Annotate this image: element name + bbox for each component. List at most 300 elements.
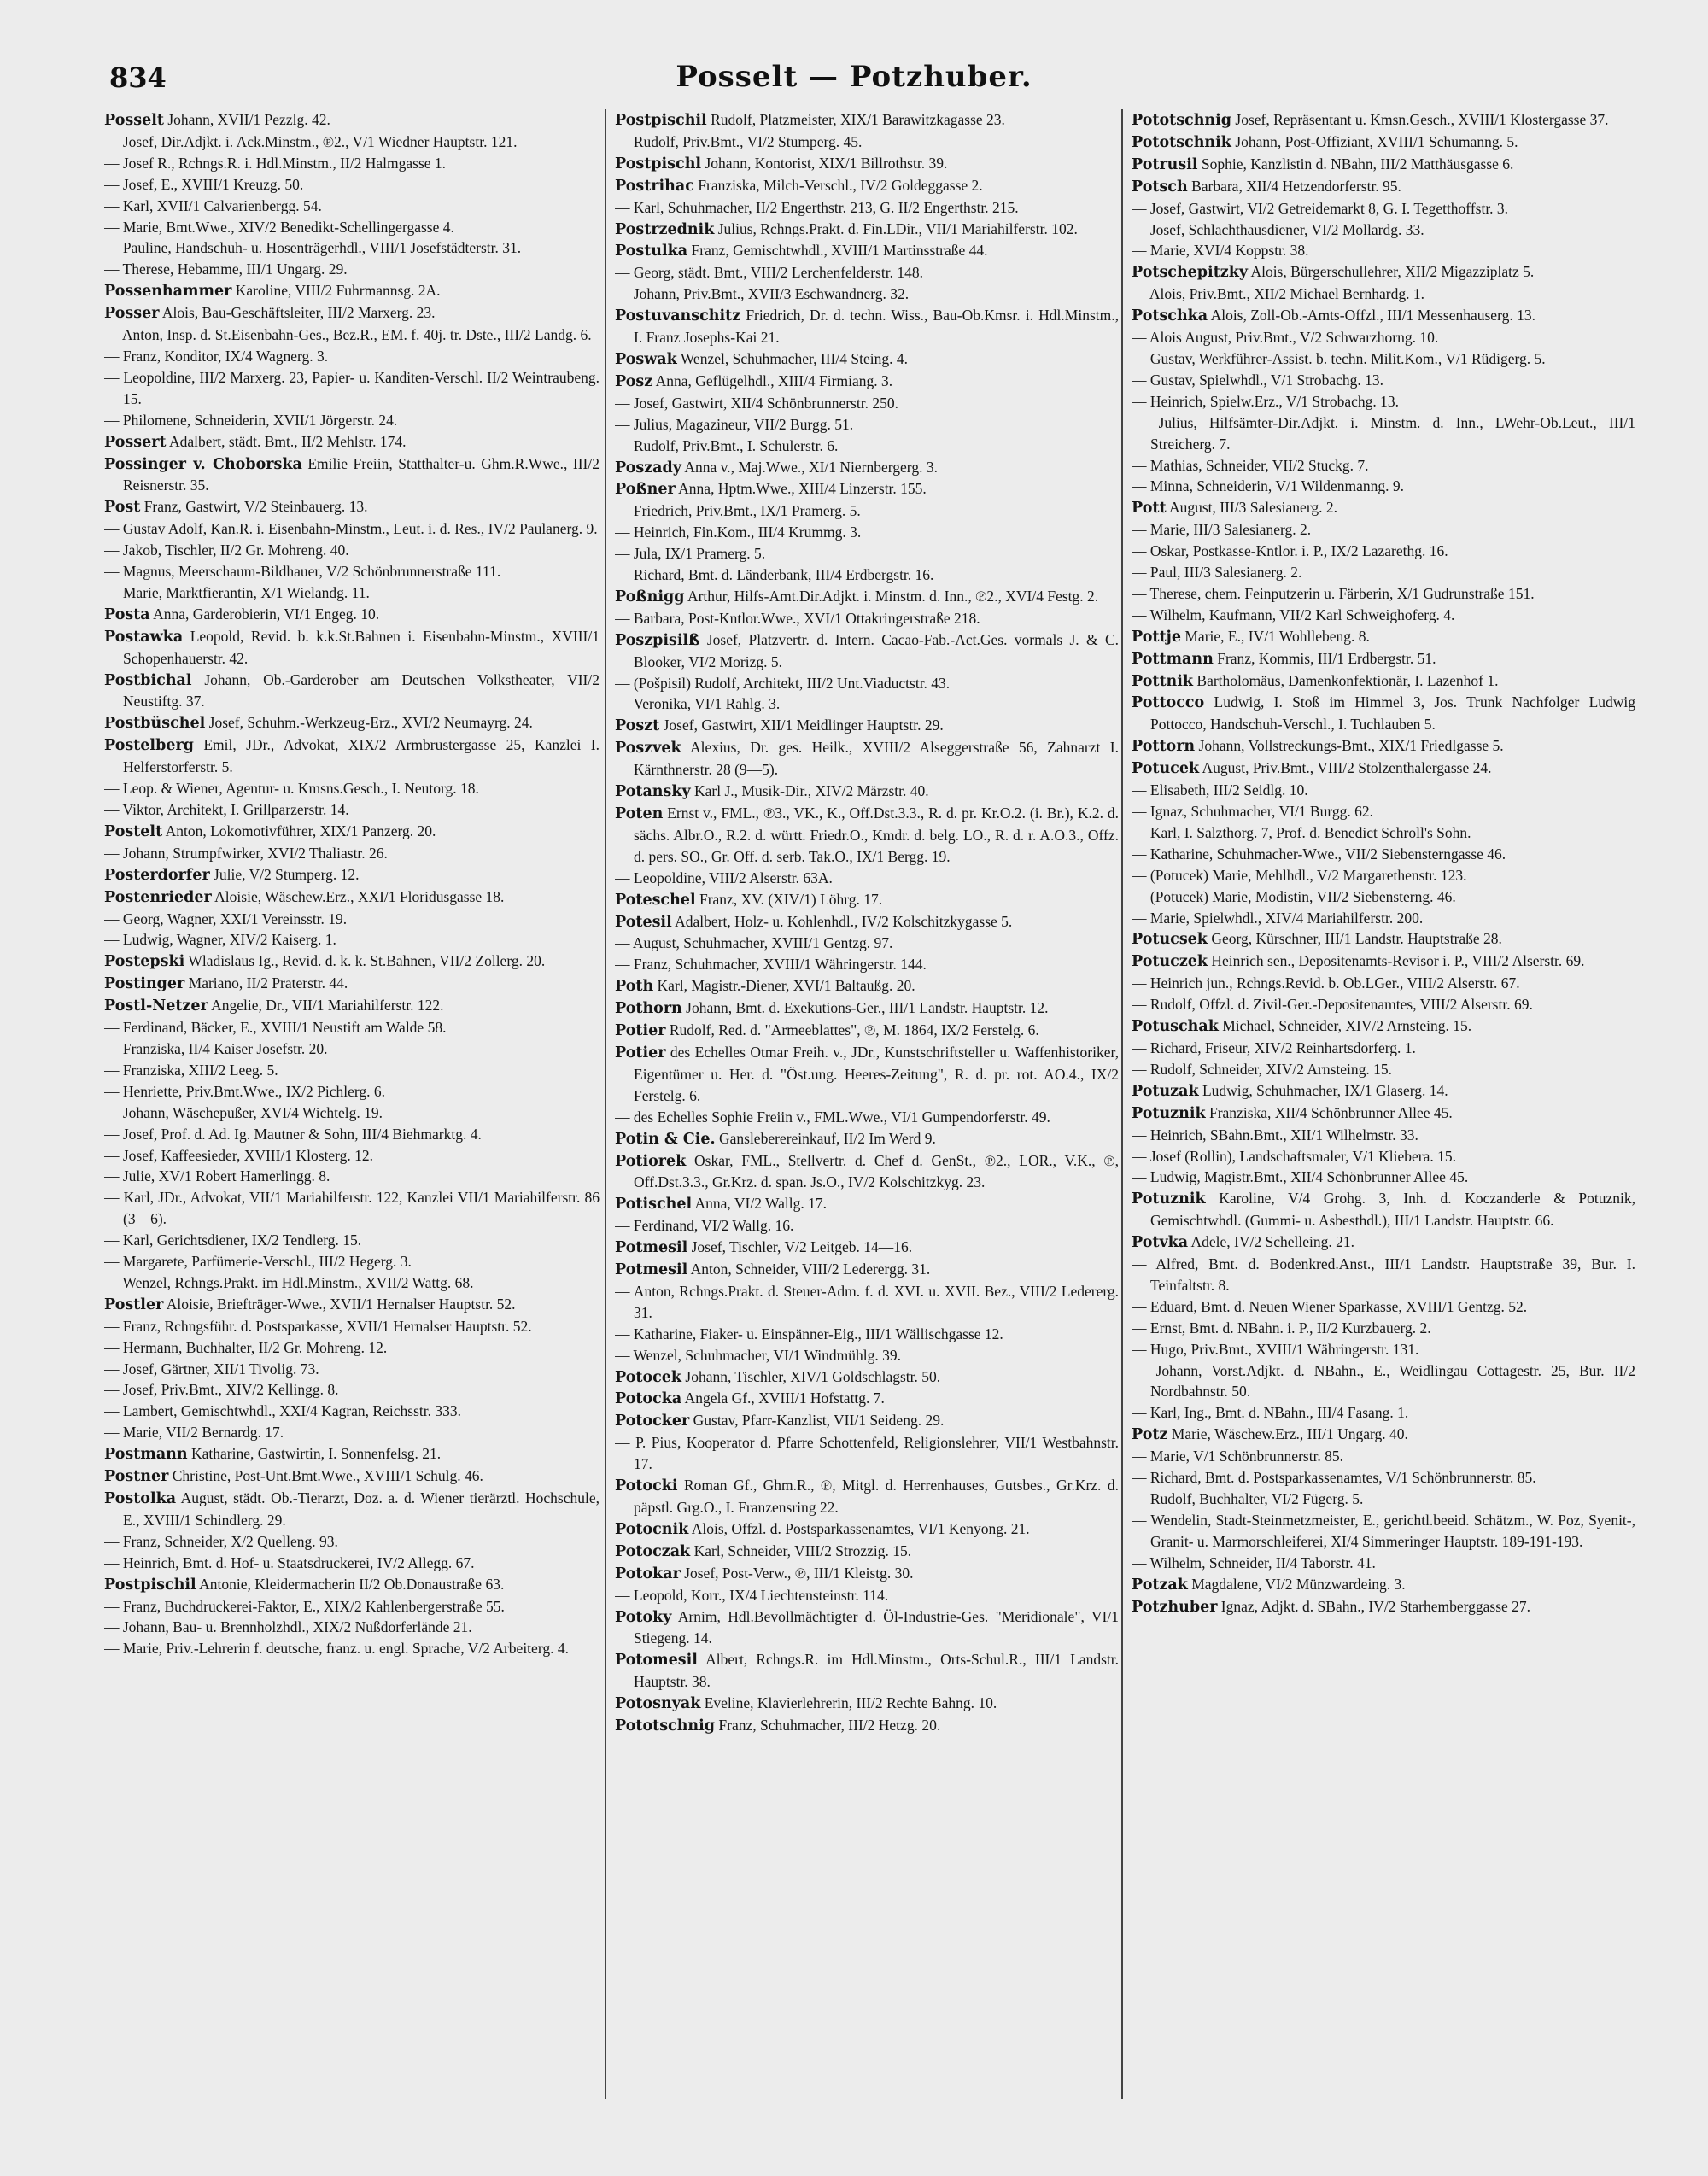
directory-entry	[615, 1020, 1119, 1042]
directory-entry	[104, 1379, 600, 1401]
entry-surname: Postbüschel	[104, 715, 206, 733]
entry-details: Angelie, Dr., VII/1 Mariahilferstr. 122.	[211, 997, 444, 1015]
entry-surname: Pototschnik	[1132, 133, 1231, 151]
entry-details: — Marie, Marktfierantin, X/1 Wielandg. 11.	[104, 583, 370, 601]
entry-details: — Karl, I. Salzthorg. 7, Prof. d. Benedict Schroll's Sohn.	[1132, 823, 1471, 841]
entry-details: — Wendelin, Stadt-Steinmetzmeister, E., gerichtl.beeid. Schätzm., W. Poz, Syenit-, Granit- u. Marmorschleiferei, XI/4 Simmeringer Hauptstr. 189-191-193.	[1132, 1511, 1635, 1550]
entry-surname: Postrihac	[615, 177, 694, 195]
entry-details: — Leopoldine, III/2 Marxerg. 23, Papier- u. Kanditen-Verschl. II/2 Weintraubeng. 15.	[104, 368, 600, 407]
entry-details: — Josef, Gastwirt, XII/4 Schönbrunnerstr. 250.	[615, 394, 898, 412]
entry-details: — Minna, Schneiderin, V/1 Wildenmanng. 9.	[1132, 477, 1404, 495]
entry-details: — Marie, Bmt.Wwe., XIV/2 Benedikt-Schellingergasse 4.	[104, 218, 454, 236]
directory-entry	[615, 803, 1119, 868]
entry-details: Emilie Freiin, Statthalter-u. Ghm.R.Wwe., III/2 Reisnerstr. 35.	[123, 454, 600, 494]
entry-surname: Potosnyak	[615, 1695, 701, 1713]
directory-entry	[615, 1388, 1119, 1410]
entry-details: — (Potucek) Marie, Mehlhdl., V/2 Margarethenstr. 123.	[1132, 866, 1467, 884]
entry-details: Anna v., Maj.Wwe., XI/1 Niernbergerg. 3.	[684, 458, 938, 476]
entry-details: — Josef, Kaffeesieder, XVIII/1 Klosterg. 12.	[104, 1146, 374, 1164]
entry-details: — Philomene, Schneiderin, XVII/1 Jörgerstr. 24.	[104, 411, 398, 429]
entry-details: Karoline, VIII/2 Fuhrmannsg. 2A.	[235, 282, 441, 300]
directory-entry	[104, 346, 600, 367]
entry-surname: Post	[104, 499, 141, 517]
directory-entry	[615, 1215, 1119, 1237]
directory-entry	[104, 1488, 600, 1531]
entry-details: — Karl, Schuhmacher, II/2 Engerthstr. 213, G. II/2 Engerthstr. 215.	[615, 198, 1019, 216]
entry-surname: Pototschnig	[615, 1717, 716, 1735]
directory-entry	[104, 1145, 600, 1167]
entry-details: Mariano, II/2 Praterstr. 44.	[188, 974, 348, 992]
entry-details: Ignaz, Adjkt. d. SBahn., IV/2 Starhemberggasse 27.	[1220, 1597, 1531, 1615]
directory-entry	[615, 284, 1119, 305]
entry-details: — Karl, Ing., Bmt. d. NBahn., III/4 Fasang. 1.	[1132, 1404, 1409, 1422]
directory-entry	[1132, 109, 1635, 132]
directory-entry	[1132, 1553, 1635, 1574]
directory-entry	[104, 951, 600, 973]
directory-entry	[615, 132, 1119, 153]
entry-surname: Poszpisilß	[615, 631, 700, 649]
directory-entry	[1132, 370, 1635, 391]
entry-details: Emil, JDr., Advokat, XIX/2 Armbrustergasse 25, Kanzlei I. Helferstorferstr. 5.	[123, 736, 600, 776]
directory-entry	[615, 911, 1119, 933]
entry-surname: Potschepitzky	[1132, 264, 1249, 282]
entry-surname: Pottnik	[1132, 672, 1194, 690]
directory-entry	[1132, 1231, 1635, 1254]
entry-details: — Franz, Konditor, IX/4 Wagnerg. 3.	[104, 347, 329, 365]
directory-entry	[1132, 1015, 1635, 1038]
entry-details: — Richard, Bmt. d. Postsparkassenamtes, V/1 Schönbrunnerstr. 85.	[1132, 1469, 1536, 1487]
directory-entry	[104, 410, 600, 431]
directory-entry	[1132, 562, 1635, 583]
directory-entry	[104, 1103, 600, 1124]
directory-entry	[104, 799, 600, 821]
directory-entry	[615, 478, 1119, 500]
directory-entry	[104, 1272, 600, 1294]
entry-surname: Pott	[1132, 500, 1167, 518]
entry-surname: Potschka	[1132, 307, 1208, 325]
directory-entry	[615, 500, 1119, 522]
entry-surname: Potomesil	[615, 1652, 698, 1670]
entry-details: Anna, Hptm.Wwe., XIII/4 Linzerstr. 155.	[678, 480, 927, 498]
directory-entry	[615, 1606, 1119, 1650]
directory-entry	[1132, 1080, 1635, 1103]
directory-entry	[1132, 908, 1635, 929]
entry-details: — Wilhelm, Schneider, II/4 Taborstr. 41.	[1132, 1553, 1376, 1571]
entry-details: Rudolf, Red. d. "Armeeblattes", ℗, M. 1864, IX/2 Ferstelg. 6.	[669, 1021, 1039, 1039]
directory-entry	[104, 153, 600, 174]
directory-entry	[1132, 928, 1635, 951]
directory-entry	[104, 237, 600, 259]
entry-surname: Postinger	[104, 975, 185, 993]
entry-surname: Poßnigg	[615, 588, 685, 605]
directory-entry	[1132, 1424, 1635, 1446]
directory-entry	[1132, 865, 1635, 886]
entry-details: — Oskar, Postkasse-Kntlor. i. P., IX/2 Lazarethg. 16.	[1132, 542, 1448, 560]
directory-entry	[1132, 541, 1635, 562]
directory-entry	[1132, 973, 1635, 994]
entry-surname: Postpischil	[104, 1576, 196, 1594]
directory-entry	[1132, 1596, 1635, 1618]
directory-entry	[615, 1475, 1119, 1518]
directory-entry	[615, 175, 1119, 197]
directory-entry	[1132, 994, 1635, 1015]
directory-entry	[104, 1081, 600, 1103]
directory-entry	[615, 673, 1119, 694]
directory-entry	[615, 153, 1119, 175]
entry-surname: Potoky	[615, 1608, 672, 1626]
entry-details: Oskar, FML., Stellvertr. d. Chef d. GenSt., ℗2., LOR., V.K., ℗, Off.Dst.3.3., Gr.Krz. d. span. Js.O., IV/2 Kolschitzkyg. 23.	[634, 1151, 1119, 1191]
entry-details: — Leop. & Wiener, Agentur- u. Kmsns.Gesch., I. Neutorg. 18.	[104, 780, 479, 798]
directory-entry	[615, 1324, 1119, 1345]
directory-entry	[1132, 198, 1635, 219]
directory-entry	[615, 393, 1119, 414]
entry-surname: Poszady	[615, 459, 681, 477]
directory-entry	[104, 1251, 600, 1272]
entry-details: Josef, Tischler, V/2 Leitgeb. 14—16.	[691, 1238, 913, 1256]
entry-details: Katharine, Gastwirtin, I. Sonnenfelsg. 21.	[190, 1445, 442, 1463]
directory-entry	[104, 582, 600, 604]
directory-entry	[1132, 801, 1635, 822]
entry-surname: Potier	[615, 1022, 666, 1040]
directory-entry	[104, 132, 600, 153]
entry-surname: Postelberg	[104, 737, 194, 755]
directory-entry	[615, 1541, 1119, 1563]
entry-details: Josef, Repräsentant u. Kmsn.Gesch., XVIII/1 Klostergasse 37.	[1235, 111, 1609, 128]
directory-entry	[615, 997, 1119, 1020]
entry-details: Franz, Gemischtwhdl., XVIII/1 Martinsstraße 44.	[691, 242, 988, 260]
entry-details: — P. Pius, Kooperator d. Pfarre Schottenfeld, Religionslehrer, VII/1 Westbahnstr. 17.	[615, 1434, 1119, 1473]
entry-details: Josef, Gastwirt, XII/1 Meidlinger Hauptstr. 29.	[663, 717, 944, 734]
entry-details: — Heinrich, SBahn.Bmt., XII/1 Wilhelmstr. 33.	[1132, 1126, 1418, 1144]
entry-details: — Ferdinand, VI/2 Wallg. 16.	[615, 1217, 794, 1235]
directory-entry	[1132, 1038, 1635, 1059]
entry-details: — Gustav Adolf, Kan.R. i. Eisenbahn-Minstm., Leut. i. d. Res., IV/2 Paulanerg. 9.	[104, 520, 598, 538]
entry-details: Josef, Platzvertr. d. Intern. Cacao-Fab.-Act.Ges. vormals J. & C. Blooker, VI/2 Morizg. 5.	[634, 630, 1119, 670]
directory-entry	[104, 1017, 600, 1038]
directory-entry	[1132, 1254, 1635, 1296]
directory-entry	[104, 259, 600, 280]
entry-details: Sophie, Kanzlistin d. NBahn, III/2 Matthäusgasse 6.	[1201, 155, 1514, 173]
entry-details: — Johann, Strumpfwirker, XVI/2 Thaliastr. 26.	[104, 844, 388, 862]
entry-details: — Rudolf, Buchhalter, VI/2 Fügerg. 5.	[1132, 1490, 1364, 1507]
entry-details: — Karl, Gerichtsdiener, IX/2 Tendlerg. 15.	[104, 1231, 362, 1249]
entry-details: — Magnus, Meerschaum-Bildhauer, V/2 Schönbrunnerstraße 111.	[104, 563, 501, 581]
directory-entry	[1132, 626, 1635, 648]
entry-details: — Leopoldine, VIII/2 Alserstr. 63A.	[615, 869, 833, 886]
directory-entry	[615, 1150, 1119, 1194]
directory-entry	[1132, 1146, 1635, 1167]
directory-entry	[104, 174, 600, 196]
entry-surname: Possinger v. Choborska	[104, 455, 302, 473]
entry-details: August, städt. Ob.-Tierarzt, Doz. a. d. Wiener tierärztl. Hochschule, E., XVIII/1 Schindlerg. 29.	[123, 1489, 600, 1529]
entry-surname: Postler	[104, 1296, 164, 1313]
directory-entry	[615, 240, 1119, 262]
directory-entry	[1132, 583, 1635, 605]
entry-details: Alexius, Dr. ges. Heilk., XVIII/2 Alseggerstraße 56, Zahnarzt I. Kärnthnerstr. 28 (9—5).	[634, 739, 1119, 779]
entry-details: Marie, Wäschew.Erz., III/1 Ungarg. 40.	[1171, 1425, 1408, 1443]
directory-entry	[104, 280, 600, 302]
entry-details: — Alois, Priv.Bmt., XII/2 Michael Bernhardg. 1.	[1132, 285, 1424, 303]
directory-entry	[104, 604, 600, 626]
directory-entry	[104, 1422, 600, 1443]
directory-entry	[1132, 758, 1635, 780]
entry-details: — Alfred, Bmt. d. Bodenkred.Anst., III/1 Landstr. Hauptstraße 39, Bur. I. Teinfaltstr. 8.	[1132, 1255, 1635, 1294]
entry-details: Arnim, Hdl.Bevollmächtigter d. Öl-Industrie-Ges. "Meridionale", VI/1 Stiegeng. 14.	[634, 1607, 1119, 1647]
entry-details: — Friedrich, Priv.Bmt., IX/1 Pramerg. 5.	[615, 502, 861, 520]
entry-details: — Barbara, Post-Kntlor.Wwe., XVI/1 Ottakringerstraße 218.	[615, 609, 980, 627]
directory-entry	[615, 262, 1119, 284]
entry-surname: Poszt	[615, 717, 660, 735]
entry-details: — Gustav, Spielwhdl., V/1 Strobachg. 13.	[1132, 371, 1384, 389]
directory-entry	[104, 1038, 600, 1060]
entry-details: — Franz, Schneider, X/2 Quelleng. 93.	[104, 1532, 338, 1550]
entry-surname: Postuvanschitz	[615, 307, 741, 325]
entry-details: — Veronika, VI/1 Rahlg. 3.	[615, 695, 781, 713]
entry-details: — Hugo, Priv.Bmt., XVIII/1 Währingerstr. 131.	[1132, 1340, 1419, 1358]
entry-details: — Josef, E., XVIII/1 Kreuzg. 50.	[104, 175, 304, 193]
entry-details: Franz, Schuhmacher, III/2 Hetzg. 20.	[718, 1717, 941, 1734]
entry-details: Adalbert, städt. Bmt., II/2 Mehlstr. 174.	[168, 432, 407, 450]
entry-details: — Ernst, Bmt. d. NBahn. i. P., II/2 Kurzbauerg. 2.	[1132, 1319, 1431, 1337]
directory-entry	[615, 954, 1119, 975]
directory-entry	[104, 1596, 600, 1617]
directory-entry	[1132, 1339, 1635, 1360]
entry-details: Eveline, Klavierlehrerin, III/2 Rechte Bahng. 10.	[704, 1694, 997, 1712]
entry-details: Karl, Schneider, VIII/2 Strozzig. 15.	[693, 1541, 912, 1559]
directory-entry	[104, 1060, 600, 1081]
entry-surname: Pottorn	[1132, 738, 1196, 756]
entry-details: — Katharine, Schuhmacher-Wwe., VII/2 Siebensterngasse 46.	[1132, 845, 1506, 863]
entry-details: Johann, Post-Offiziant, XVIII/1 Schumanng. 5.	[1235, 132, 1518, 150]
directory-entry	[104, 995, 600, 1017]
directory-entry	[615, 414, 1119, 436]
entry-details: — Franziska, XIII/2 Leeg. 5.	[104, 1061, 278, 1079]
entry-surname: Postner	[104, 1468, 169, 1486]
directory-entry	[615, 868, 1119, 889]
entry-details: Anna, Garderobierin, VI/1 Engeg. 10.	[153, 605, 380, 623]
entry-details: — Ludwig, Magistr.Bmt., XII/4 Schönbrunner Allee 45.	[1132, 1168, 1469, 1186]
entry-details: — Richard, Bmt. d. Länderbank, III/4 Erdbergstr. 16.	[615, 566, 934, 584]
entry-surname: Potvka	[1132, 1234, 1189, 1252]
column-3	[1132, 109, 1635, 2099]
entry-details: Roman Gf., Ghm.R., ℗, Mitgl. d. Herrenhauses, Gutsbes., Gr.Krz. d. päpstl. Grg.O., I. Franzensring 22.	[634, 1477, 1119, 1516]
entry-details: — Leopold, Korr., IX/4 Liechtensteinstr. 114.	[615, 1586, 889, 1604]
entry-surname: Pottmann	[1132, 650, 1214, 668]
directory-entry	[1132, 1059, 1635, 1080]
entry-details: — Rudolf, Schneider, XIV/2 Arnsteing. 15.	[1132, 1060, 1393, 1078]
entry-details: — Franziska, II/4 Kaiser Josefstr. 20.	[104, 1039, 328, 1057]
entry-details: Michael, Schneider, XIV/2 Arnsteing. 15.	[1222, 1017, 1472, 1035]
directory-entry	[1132, 692, 1635, 735]
entry-details: des Echelles Otmar Freih. v., JDr., Kunstschriftsteller u. Waffenhistoriker, Eigentümer u. Her. d. "Öst.ung. Heeres-Zeitung", R. d. pr. rot. AO.4., IX/2 Ferstelg. 6.	[634, 1043, 1119, 1104]
entry-surname: Potuznik	[1132, 1190, 1206, 1208]
entry-surname: Poteschel	[615, 891, 696, 909]
entry-details: — Jula, IX/1 Pramerg. 5.	[615, 545, 766, 563]
entry-surname: Potucek	[1132, 760, 1200, 778]
entry-surname: Potoczak	[615, 1542, 691, 1560]
entry-surname: Potsch	[1132, 178, 1188, 196]
directory-entry	[1132, 1103, 1635, 1125]
entry-details: Josef, Post-Verw., ℗, III/1 Kleistg. 30.	[684, 1564, 914, 1582]
entry-details: Heinrich sen., Depositenamts-Revisor i. P., VIII/2 Alserstr. 69.	[1211, 952, 1585, 970]
entry-details: — Johann, Priv.Bmt., XVII/3 Eschwandnerg. 32.	[615, 285, 910, 303]
entry-surname: Potmesil	[615, 1239, 688, 1257]
directory-entry	[615, 586, 1119, 608]
column-1	[104, 109, 600, 2099]
directory-entry	[615, 457, 1119, 479]
entry-details: Alois, Bau-Geschäftsleiter, III/2 Marxerg. 23.	[161, 304, 436, 322]
entry-details: Julius, Rchngs.Prakt. d. Fin.LDir., VII/1 Mariahilferstr. 102.	[717, 219, 1078, 237]
entry-details: — Josef R., Rchngs.R. i. Hdl.Minstm., II/2 Halmgasse 1.	[104, 154, 447, 172]
directory-entry	[104, 626, 600, 670]
entry-details: — Viktor, Architekt, I. Grillparzerstr. 14.	[104, 801, 349, 818]
directory-entry	[1132, 261, 1635, 284]
entry-details: — Margarete, Parfümerie-Verschl., III/2 Hegerg. 3.	[104, 1253, 412, 1271]
directory-entry	[104, 843, 600, 864]
directory-entry	[1132, 476, 1635, 497]
entry-details: — Franz, Buchdruckerei-Faktor, E., XIX/2 Kahlenbergerstraße 55.	[104, 1597, 505, 1615]
directory-entry	[104, 929, 600, 951]
entry-details: Barbara, XII/4 Hetzendorferstr. 95.	[1191, 177, 1401, 195]
entry-details: Ludwig, I. Stoß im Himmel 3, Jos. Trunk Nachfolger Ludwig Pottocco, Handschuh-Verschl., I. Tuchlauben 5.	[1150, 693, 1635, 734]
directory-entry	[1132, 1318, 1635, 1339]
entry-details: — Julius, Magazineur, VII/2 Burgg. 51.	[615, 415, 854, 433]
directory-entry	[1132, 1574, 1635, 1596]
directory-entry	[104, 431, 600, 453]
directory-entry	[104, 670, 600, 713]
entry-details: — Alois August, Priv.Bmt., V/2 Schwarzhorng. 10.	[1132, 329, 1439, 347]
entry-details: — Josef, Gastwirt, VI/2 Getreidemarkt 8, G. I. Tegetthoffstr. 3.	[1132, 199, 1509, 217]
entry-details: Wladislaus Ig., Revid. d. k. k. St.Bahnen, VII/2 Zollerg. 20.	[188, 952, 546, 970]
directory-entry	[615, 1518, 1119, 1541]
directory-entry	[1132, 1510, 1635, 1553]
directory-entry	[1132, 284, 1635, 305]
directory-entry	[1132, 1402, 1635, 1424]
directory-entry	[104, 886, 600, 909]
directory-entry	[104, 302, 600, 325]
entry-details: — Gustav, Werkführer-Assist. b. techn. Milit.Kom., V/1 Rüdigerg. 5.	[1132, 349, 1546, 367]
entry-details: — Georg, städt. Bmt., VIII/2 Lerchenfelderstr. 148.	[615, 264, 923, 282]
entry-details: Rudolf, Platzmeister, XIX/1 Barawitzkagasse 23.	[711, 111, 1005, 128]
directory-entry	[104, 1617, 600, 1638]
entry-surname: Potmesil	[615, 1261, 688, 1279]
entry-details: Gustav, Pfarr-Kanzlist, VII/1 Seideng. 29.	[693, 1412, 945, 1430]
entry-surname: Possert	[104, 433, 167, 451]
entry-surname: Potuschak	[1132, 1018, 1219, 1036]
entry-details: — Josef, Gärtner, XII/1 Tivolig. 73.	[104, 1360, 319, 1378]
entry-details: Ernst v., FML., ℗3., VK., K., Off.Dst.3.3., R. d. pr. Kr.O.2. (i. Br.), K.2. d. sächs. Albr.O., R.2. d. württ. Friedr.O., Kmdr. d. belg. LO., R. d. r. A.O.3., Offz. d. pers. SO., Gr. Off. d. serb. Tak.O., IX/1 Bergg. 19.	[634, 804, 1119, 865]
directory-entry	[1132, 605, 1635, 626]
entry-surname: Postl-Netzer	[104, 997, 208, 1015]
directory-entry	[104, 453, 600, 497]
entry-surname: Postulka	[615, 243, 688, 260]
entry-details: — Josef, Schlachthausdiener, VI/2 Mollardg. 33.	[1132, 220, 1424, 238]
entry-details: — Marie, V/1 Schönbrunnerstr. 85.	[1132, 1448, 1344, 1465]
directory-entry	[1132, 1467, 1635, 1489]
directory-entry	[1132, 132, 1635, 154]
directory-entry	[615, 1563, 1119, 1585]
entry-details: Gansleberereinkauf, II/2 Im Werd 9.	[718, 1129, 936, 1147]
entry-details: Franz, Gastwirt, V/2 Steinbauerg. 13.	[143, 498, 368, 516]
entry-details: — Johann, Wäschepußer, XVI/4 Wichtelg. 19.	[104, 1103, 383, 1121]
directory-entry	[1132, 348, 1635, 370]
directory-entry	[615, 1693, 1119, 1715]
page-number: 834	[109, 61, 167, 94]
directory-entry	[615, 197, 1119, 219]
column-rule	[605, 109, 606, 2099]
directory-entry	[615, 1345, 1119, 1366]
entry-surname: Potzhuber	[1132, 1598, 1218, 1616]
entry-surname: Potuznik	[1132, 1104, 1206, 1122]
entry-details: — Josef, Dir.Adjkt. i. Ack.Minstm., ℗2., V/1 Wiedner Hauptstr. 121.	[104, 132, 518, 150]
entry-details: Johann, Bmt. d. Exekutions-Ger., III/1 Landstr. Hauptstr. 12.	[686, 999, 1049, 1017]
entry-surname: Potin & Cie.	[615, 1130, 716, 1148]
entry-details: Johann, Tischler, XIV/1 Goldschlagstr. 50.	[685, 1367, 941, 1385]
directory-entry	[615, 693, 1119, 715]
entry-details: Alois, Offzl. d. Postsparkassenamtes, VI/1 Kenyong. 21.	[691, 1519, 1030, 1537]
directory-entry	[1132, 1489, 1635, 1510]
directory-entry	[615, 1649, 1119, 1693]
entry-details: Antonie, Kleidermacherin II/2 Ob.Donaustraße 63.	[199, 1575, 505, 1593]
entry-details: — Julie, XV/1 Robert Hamerlingg. 8.	[104, 1167, 330, 1185]
directory-entry	[1132, 1167, 1635, 1188]
directory-entry	[615, 1410, 1119, 1432]
directory-entry	[104, 196, 600, 217]
directory-entry	[104, 1401, 600, 1422]
entry-details: Anna, Geflügelhdl., XIII/4 Firmiang. 3.	[655, 371, 893, 389]
directory-entry	[104, 1574, 600, 1596]
entry-details: — Rudolf, Priv.Bmt., VI/2 Stumperg. 45.	[615, 132, 863, 150]
entry-surname: Postawka	[104, 628, 184, 646]
directory-entry	[1132, 240, 1635, 261]
entry-surname: Postbichal	[104, 671, 192, 689]
entry-details: Johann, XVII/1 Pezzlg. 42.	[167, 111, 330, 128]
entry-surname: Potocnik	[615, 1520, 689, 1538]
entry-details: Anton, Lokomotivführer, XIX/1 Panzerg. 20.	[165, 822, 436, 839]
entry-details: — Pauline, Handschuh- u. Hosenträgerhdl., VIII/1 Josefstädterstr. 31.	[104, 239, 522, 257]
directory-entry	[1132, 519, 1635, 541]
directory-entry	[615, 1432, 1119, 1475]
directory-entry	[1132, 391, 1635, 412]
entry-surname: Potrusil	[1132, 155, 1198, 173]
entry-details: — Julius, Hilfsämter-Dir.Adjkt. i. Minstm. d. Inn., LWehr-Ob.Leut., III/1 Streicherg. 7.	[1132, 413, 1635, 453]
entry-details: Leopold, Revid. b. k.k.St.Bahnen i. Eisenbahn-Minstm., XVIII/1 Schopenhauerstr. 42.	[123, 627, 600, 667]
entry-details: Arthur, Hilfs-Amt.Dir.Adjkt. i. Minstm. d. Inn., ℗2., XVI/4 Festg. 2.	[687, 587, 1099, 605]
directory-entry	[615, 1128, 1119, 1150]
entry-details: Julie, V/2 Stumperg. 12.	[214, 865, 360, 883]
entry-surname: Pothorn	[615, 1000, 682, 1018]
entry-details: — Heinrich, Spielw.Erz., V/1 Strobachg. 13.	[1132, 392, 1400, 410]
entry-surname: Postelt	[104, 822, 163, 840]
entry-surname: Postepski	[104, 953, 185, 971]
entry-surname: Postpischil	[615, 112, 707, 129]
entry-surname: Postenrieder	[104, 888, 212, 906]
entry-surname: Poth	[615, 978, 654, 996]
entry-surname: Potischel	[615, 1196, 693, 1214]
entry-details: Adalbert, Holz- u. Kohlenhdl., IV/2 Kolschitzkygasse 5.	[675, 912, 1013, 930]
entry-details: — Jakob, Tischler, II/2 Gr. Mohreng. 40.	[104, 541, 349, 559]
directory-entry	[104, 496, 600, 518]
running-head: Posselt — Potzhuber.	[676, 60, 1032, 94]
directory-entry	[1132, 886, 1635, 908]
directory-entry	[104, 1638, 600, 1659]
directory-entry	[615, 1237, 1119, 1259]
directory-entry	[1132, 176, 1635, 198]
directory-entry	[615, 933, 1119, 954]
entry-surname: Potocek	[615, 1368, 682, 1386]
entry-surname: Posta	[104, 605, 150, 623]
directory-entry	[615, 109, 1119, 132]
